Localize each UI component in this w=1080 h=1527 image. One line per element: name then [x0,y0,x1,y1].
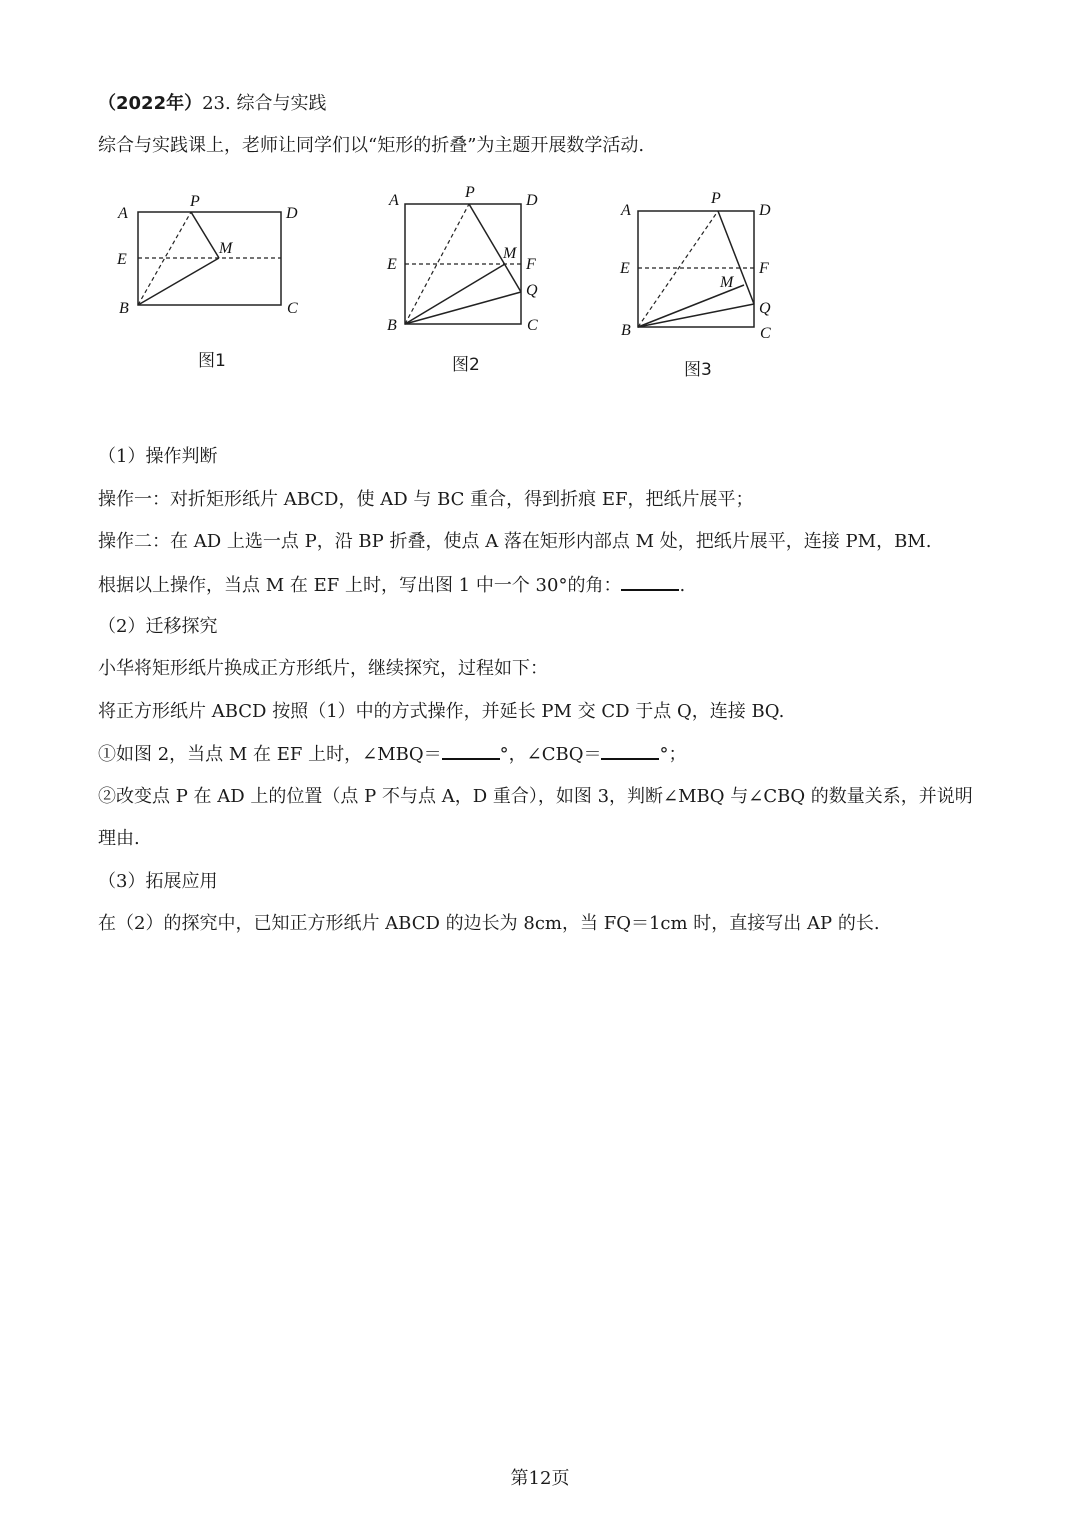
answer-blank-1[interactable] [621,573,679,591]
part2-line1: 小华将矩形纸片换成正方形纸片，继续探究，过程如下： [98,658,548,679]
fig2-label-f: F [526,256,536,273]
fig3-label-q: Q [759,300,771,317]
fig2-label-c: C [527,317,538,334]
fig2-label-e: E [387,256,397,273]
part1-op1: 操作一：对折矩形纸片 ABCD，使 AD 与 BC 重合，得到折痕 EF，把纸片展平； [98,489,754,510]
fig3-label-c: C [760,325,771,342]
problem-title: 23. 综合与实践 [202,93,327,114]
fig1-label-p: P [190,193,200,210]
fig2-label-d: D [526,192,538,209]
part2-q1-text-b: °，∠CBQ＝ [499,744,602,765]
fig3-label-f: F [759,260,769,277]
fig2-label-p: P [465,184,475,201]
figure-1-diagram [108,185,308,320]
fig2-label-a: A [389,192,399,209]
figure-2-diagram [380,180,555,340]
figure-3-diagram [612,185,787,345]
answer-blank-2[interactable] [442,742,500,760]
fig3-label-m: M [720,274,734,291]
fig1-label-m: M [219,240,233,257]
figure-3 [612,185,787,349]
fig2-label-q: Q [526,282,538,299]
year-tag: （2022年） [98,93,203,114]
part3-line1: 在（2）的探究中，已知正方形纸片 ABCD 的边长为 8cm，当 FQ＝1cm 时，直接写出 AP 的长. [98,913,880,934]
part2-line2: 将正方形纸片 ABCD 按照（1）中的方式操作，并延长 PM 交 CD 于点 Q，连接 BQ. [98,701,785,722]
fig3-label-p: P [711,190,721,207]
answer-blank-3[interactable] [601,742,659,760]
figure-2 [380,180,555,344]
fig2-label-m: M [503,245,517,262]
part1-question-end: . [679,575,686,596]
part2-q1 [98,742,686,767]
part1-question-text: 根据以上操作，当点 M 在 EF 上时，写出图 1 中一个 30°的角： [98,575,622,596]
fig1-label-d: D [286,205,298,222]
figure-1 [108,185,308,324]
fig1-label-a: A [118,205,128,222]
fig1-label-e: E [117,251,127,268]
intro-text: 综合与实践课上，老师让同学们以“矩形的折叠”为主题开展数学活动. [98,135,645,156]
part1-title: （1）操作判断 [98,446,218,467]
fig2-label-b: B [387,317,397,334]
fig3-label-b: B [621,322,631,339]
fig3-label-a: A [621,202,631,219]
part2-q2-line2: 理由. [98,828,140,849]
part2-q2-line1: ②改变点 P 在 AD 上的位置（点 P 不与点 A，D 重合），如图 3，判断∠MBQ 与∠CBQ 的数量关系，并说明 [98,786,973,807]
part1-op2: 操作二：在 AD 上选一点 P，沿 BP 折叠，使点 A 落在矩形内部点 M 处，把纸片展平，连接 PM，BM. [98,531,932,552]
page-number: 第12页 [510,1468,570,1489]
figure-3-caption: 图3 [684,360,712,380]
problem-heading [98,92,326,116]
part1-question [98,573,685,598]
figure-1-caption: 图1 [198,351,226,371]
fig3-label-d: D [759,202,771,219]
part2-q1-text-c: °； [659,744,687,765]
fig1-label-c: C [287,300,298,317]
part2-title: （2）迁移探究 [98,616,218,637]
figure-2-caption: 图2 [452,355,480,375]
fig1-label-b: B [119,300,129,317]
part3-title: （3）拓展应用 [98,871,218,892]
fig3-label-e: E [620,260,630,277]
part2-q1-text-a: ①如图 2，当点 M 在 EF 上时，∠MBQ＝ [98,744,442,765]
